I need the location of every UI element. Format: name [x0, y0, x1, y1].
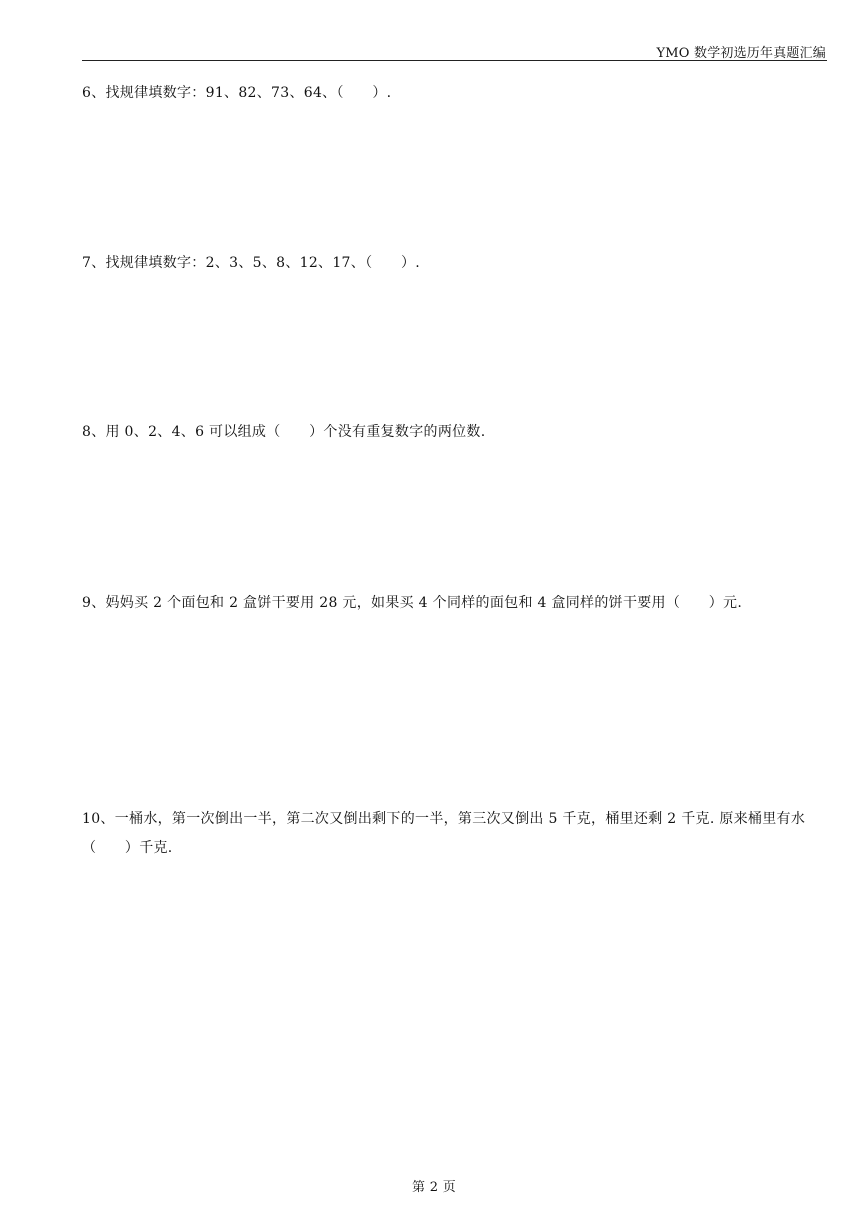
header-divider	[82, 60, 827, 61]
page-number: 第 2 页	[411, 1180, 457, 1195]
question-9: 9、妈妈买 2 个面包和 2 盒饼干要用 28 元，如果买 4 个同样的面包和 4 盒同样的饼干要用（ ）元.	[82, 595, 743, 611]
question-10: 10、一桶水，第一次倒出一半，第二次又倒出剩下的一半，第三次又倒出 5 千克，桶里还剩 2 千克. 原来桶里有水（ ）千克.	[82, 811, 806, 856]
question-7: 7、找规律填数字：2、3、5、8、12、17、（ ）.	[82, 255, 421, 271]
header-title: YMO 数学初选历年真题汇编	[656, 46, 826, 61]
question-6: 6、找规律填数字：91、82、73、64、（ ）.	[82, 85, 392, 101]
question-8: 8、用 0、2、4、6 可以组成（ ）个没有重复数字的两位数.	[82, 424, 486, 440]
